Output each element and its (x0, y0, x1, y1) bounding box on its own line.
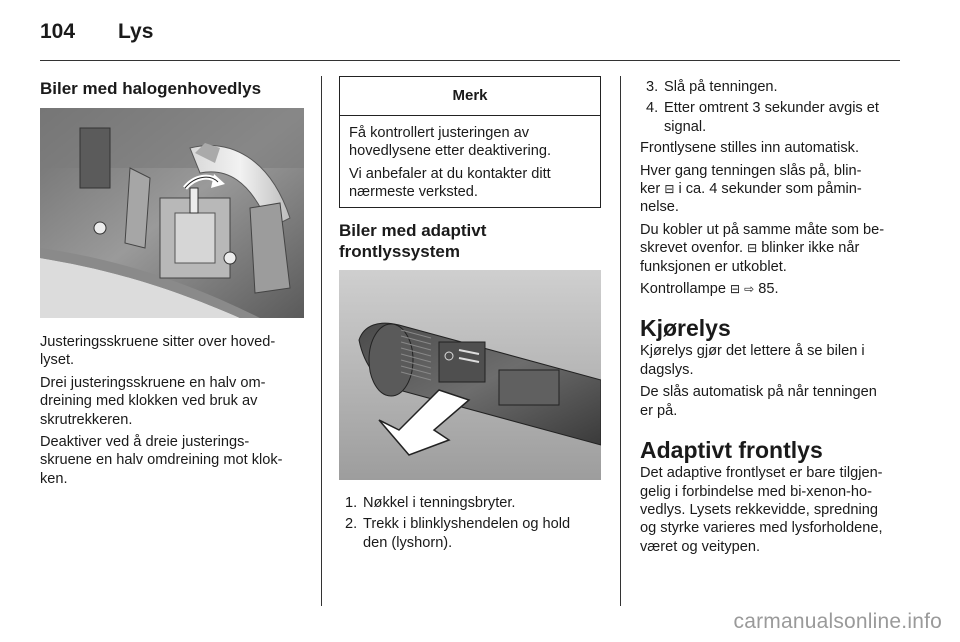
note-title: Merk (340, 77, 600, 116)
lamp-symbol-icon: ⊟ (747, 241, 758, 256)
section-heading-adaptive-light: Adaptivt frontlys (640, 437, 823, 464)
light-switch-figure (339, 270, 601, 480)
paragraph: Du kobler ut på samme måte som be- skrevet ovenfor. ⊟ blinker ikke når funksjonen er utkoblet. (640, 221, 885, 275)
note-box (339, 76, 601, 208)
light-switch-stalk-icon (339, 270, 601, 480)
paragraph: Justeringsskruene sitter over hoved- lyset. (40, 334, 276, 369)
section-heading-halogen: Biler med halogenhovedlys (40, 79, 262, 98)
paragraph: Kontrollampe ⊟ ⇨ 85. (640, 281, 779, 298)
list-item: 1. Nøkkel i tenningsbryter. (345, 495, 516, 511)
paragraph: Kjørelys gjør det lettere å se bilen i dagslys. (640, 343, 865, 378)
note-paragraph: Vi anbefaler at du kontakter ditt nærmeste verksted. (349, 165, 551, 201)
column-divider-1 (321, 76, 322, 606)
note-paragraph: Få kontrollert justeringen av hovedlysene etter deaktivering. (349, 125, 552, 160)
paragraph: Det adaptive frontlyset er bare tilgjen- gelig i forbindelse med bi-xenon-ho- vedlys. Lysets rekkevidde, spredning og styrke varieres med lysforholdene, været og veitypen. (640, 465, 883, 555)
paragraph: Deaktiver ved å dreie justerings- skruene en halv omdreining mot klok- ken. (40, 434, 283, 487)
paragraph: Hver gang tenningen slås på, blin- ker ⊟ i ca. 4 sekunder som påmin- nelse. (640, 162, 862, 216)
lamp-symbol-icon: ⊟ (664, 182, 675, 197)
page-number: 104 (40, 20, 76, 43)
headlamp-adjust-figure (40, 108, 304, 318)
paragraph: De slås automatisk på når tenningen er på. (640, 384, 877, 419)
watermark: carmanualsonline.info (733, 610, 942, 633)
paragraph: Drei justeringsskruene en halv om- dreining med klokken ved bruk av skrutrekkeren. (40, 374, 266, 428)
section-heading-adaptive: Biler med adaptivt frontlyssystem (339, 221, 487, 261)
list-item: 3. Slå på tenningen. (646, 79, 778, 95)
chapter-title: Lys (118, 20, 154, 43)
page-reference-icon[interactable]: ⇨ (744, 282, 755, 297)
list-item: 2. Trekk i blinklyshendelen og hold den (lyshorn). (345, 516, 571, 551)
paragraph: Frontlysene stilles inn automatisk. (640, 140, 859, 157)
page-reference[interactable]: 85. (758, 281, 779, 298)
lamp-symbol-icon: ⊟ (730, 282, 741, 297)
section-heading-running-lights: Kjørelys (640, 315, 731, 342)
column-divider-2 (620, 76, 621, 606)
headlamp-adjust-icon (40, 108, 304, 318)
list-item: 4. Etter omtrent 3 sekunder avgis et signal. (646, 100, 879, 135)
header-divider (40, 60, 900, 61)
